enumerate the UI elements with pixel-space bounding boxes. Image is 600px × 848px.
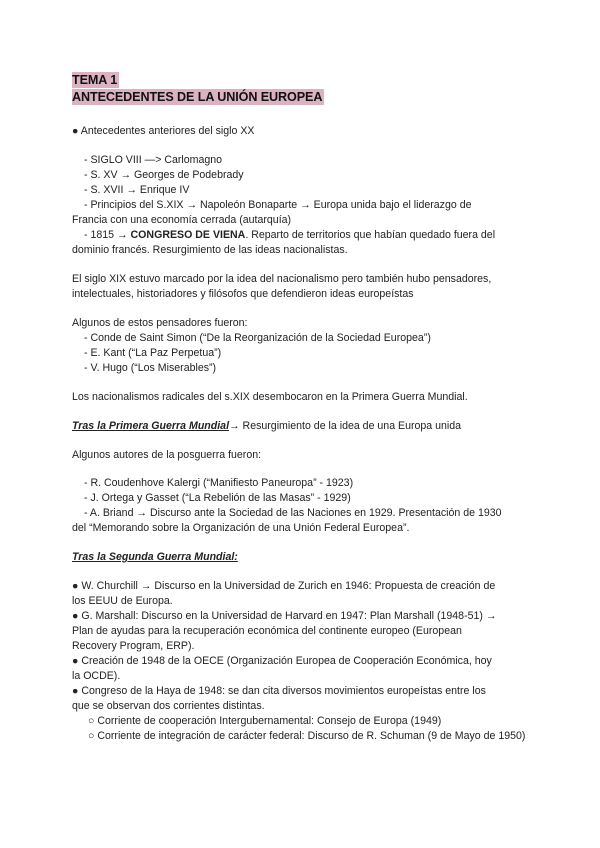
paragraph-line: intelectuales, historiadores y filósofos que defendieron ideas europeístas: [72, 288, 414, 300]
section-heading-line: [72, 419, 461, 433]
paragraph-line: Algunos autores de la posguerra fueron:: [72, 449, 262, 461]
list-item: - A. Briand → Discurso ante la Sociedad de las Naciones en 1929. Presentación de 1930: [84, 507, 502, 519]
list-item: - Principios del S.XIX → Napoleón Bonaparte → Europa unida bajo el liderazgo de: [84, 199, 472, 211]
list-item: - S. XVII → Enrique IV: [84, 184, 190, 196]
list-item-continuation: dominio francés. Resurgimiento de las ideas nacionalistas.: [72, 244, 348, 256]
paragraph-line: ● Creación de 1948 de la OECE (Organización Europea de Cooperación Económica, hoy: [72, 655, 492, 667]
section-heading-text: Tras la Segunda Guerra Mundial:: [72, 551, 238, 563]
list-item: - J. Ortega y Gasset (“La Rebelión de las Masas” - 1929): [84, 492, 351, 504]
viena-rest: . Reparto de territorios que habían quedado fuera del: [245, 229, 496, 241]
list-item: - V. Hugo (“Los Miserables”): [84, 362, 217, 374]
list-item-continuation: Francia con una economía cerrada (autarquía): [72, 214, 292, 226]
list-item-continuation: del “Memorando sobre la Organización de una Unión Federal Europea”.: [72, 522, 410, 534]
section-bullet: ● Antecedentes anteriores del siglo XX: [72, 125, 255, 137]
list-item: - SIGLO VIII —> Carlomagno: [84, 154, 223, 166]
sub-list-item: ○ Corriente de cooperación Intergubernamental: Consejo de Europa (1949): [88, 715, 442, 727]
paragraph-line: los EEUU de Europa.: [72, 595, 173, 607]
sub-list-item: ○ Corriente de integración de carácter federal: Discurso de R. Schuman (9 de Mayo de 1950): [88, 730, 526, 742]
paragraph-line: Los nacionalismos radicales del s.XIX desembocaron en la Primera Guerra Mundial.: [72, 391, 468, 403]
paragraph-line: Plan de ayudas para la recuperación económica del continente europeo (European: [72, 625, 462, 637]
topic-subtitle: ANTECEDENTES DE LA UNIÓN EUROPEA: [72, 90, 323, 104]
paragraph-line: que se observan dos corrientes distintas.: [72, 700, 265, 712]
list-item: - S. XV → Georges de Podebrady: [84, 169, 244, 181]
section-heading: [72, 550, 238, 564]
viena-bold: CONGRESO DE VIENA: [130, 229, 246, 241]
list-item: - R. Coudenhove Kalergi (“Manifiesto Paneuropa” - 1923): [84, 477, 354, 489]
paragraph-line: El siglo XIX estuvo marcado por la idea del nacionalismo pero también hubo pensadores,: [72, 273, 492, 285]
paragraph-line: Recovery Program, ERP).: [72, 640, 195, 652]
paragraph-line: la OCDE).: [72, 670, 121, 682]
list-item: - E. Kant (“La Paz Perpetua”): [84, 347, 222, 359]
paragraph-line: ● W. Churchill → Discurso en la Universidad de Zurich en 1946: Propuesta de creación de: [72, 580, 496, 592]
viena-prefix: - 1815 →: [84, 229, 131, 241]
section-heading: Tras la Primera Guerra Mundial: [72, 420, 230, 432]
section-heading-rest: → Resurgimiento de la idea de una Europa unida: [229, 420, 462, 432]
paragraph-line: Algunos de estos pensadores fueron:: [72, 317, 248, 329]
list-item: - Conde de Saint Simon (“De la Reorganización de la Sociedad Europea”): [84, 332, 431, 344]
paragraph-line: ● Congreso de la Haya de 1948: se dan cita diversos movimientos europeístas entre los: [72, 685, 486, 697]
paragraph-line: ● G. Marshall: Discurso en la Universidad de Harvard en 1947: Plan Marshall (1948-51) →: [72, 610, 497, 622]
list-item-viena: [84, 228, 495, 242]
topic-title: TEMA 1: [72, 73, 118, 87]
